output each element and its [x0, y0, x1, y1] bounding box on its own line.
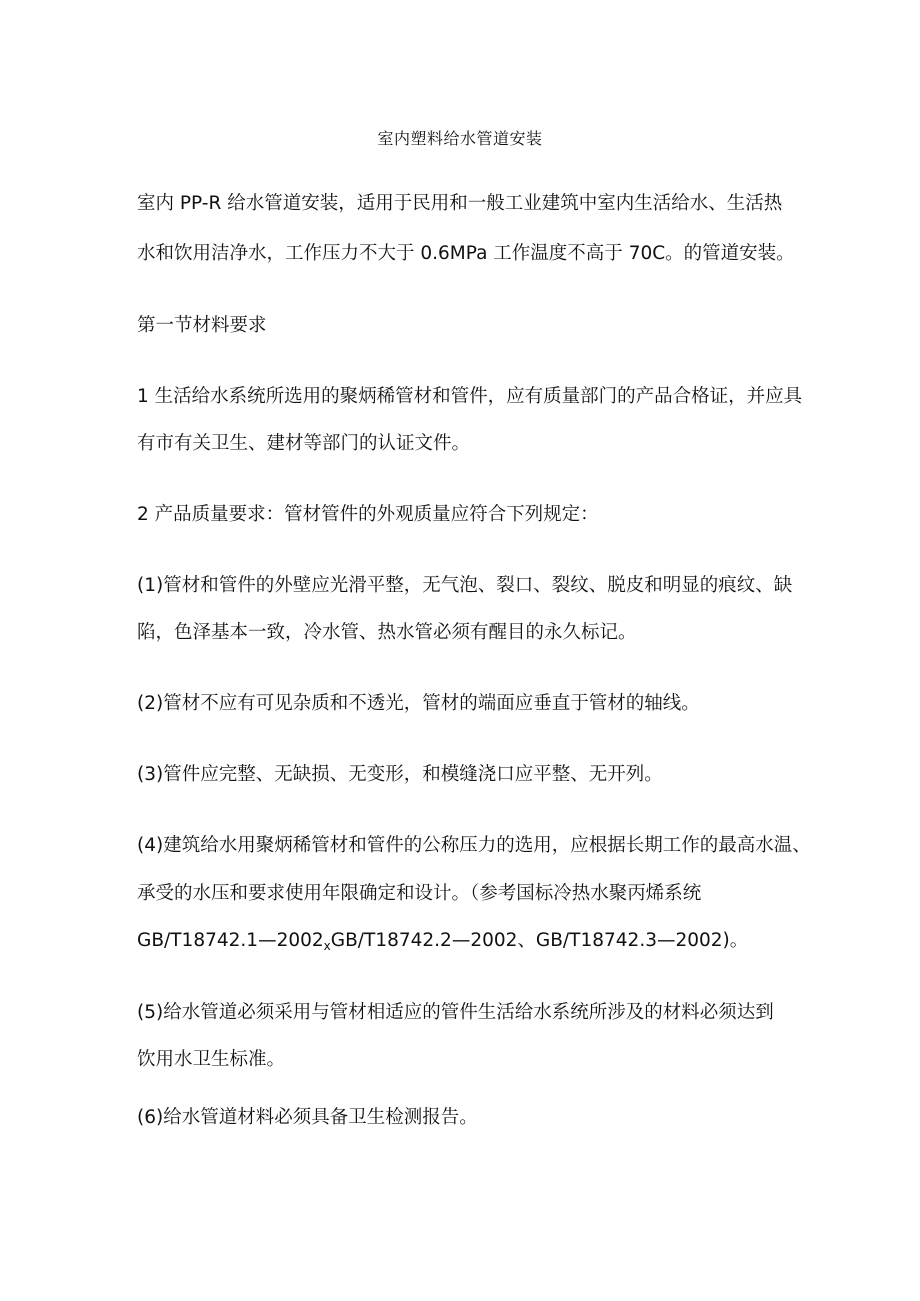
sub-item-5-line-1: (5)给水管道必须采用与管材相适应的管件生活给水系统所涉及的材料必须达到: [137, 1002, 774, 1023]
sub-item-1-line-1: (1)管材和管件的外壁应光滑平整，无气泡、裂口、裂纹、脱皮和明显的痕纹、缺: [137, 575, 793, 596]
sub-item-5-line-2: 饮用水卫生标准。: [137, 1049, 286, 1070]
sub-item-4-line-2: 承受的水压和要求使用年限确定和设计。（参考国标冷热水聚丙烯系统: [137, 883, 702, 904]
sub-item-1-line-2: 陷，色泽基本一致，冷水管、热水管必须有醒目的永久标记。: [137, 622, 637, 643]
intro-line-1: 室内 PP-R 给水管道安装，适用于民用和一般工业建筑中室内生活给水、生活热: [137, 193, 783, 214]
section-heading: 第一节材料要求: [137, 315, 267, 336]
item-2-line: 2 产品质量要求：管材管件的外观质量应符合下列规定：: [137, 504, 599, 525]
sub-item-3-line: (3)管件应完整、无缺损、无变形，和模缝浇口应平整、无开列。: [137, 764, 663, 785]
sub-item-4-line-3: [137, 928, 797, 959]
sub-item-6-line: (6)给水管道材料必须具备卫生检测报告。: [137, 1107, 478, 1128]
item-1-line-2: 有市有关卫生、建材等部门的认证文件。: [137, 433, 471, 454]
item-1-line-1: 1 生活给水系统所选用的聚炳稀管材和管件，应有质量部门的产品合格证，并应具: [137, 386, 803, 407]
sub-item-2-line: (2)管材不应有可见杂质和不透光，管材的端面应垂直于管材的轴线。: [137, 693, 700, 714]
standard-ref-2-3: GB/T18742.2—2002、GB/T18742.3—2002)。: [330, 930, 749, 951]
intro-line-2: 水和饮用洁净水，工作压力不大于 0.6MPa 工作温度不高于 70C。的管道安装。: [137, 243, 795, 264]
sub-item-4-line-1: (4)建筑给水用聚炳稀管材和管件的公称压力的选用，应根据长期工作的最高水温、: [137, 835, 811, 856]
standard-ref-1: GB/T18742.1—2002: [137, 930, 324, 951]
separator-subscript: x: [323, 939, 331, 953]
document-title: 室内塑料给水管道安装: [377, 129, 543, 148]
